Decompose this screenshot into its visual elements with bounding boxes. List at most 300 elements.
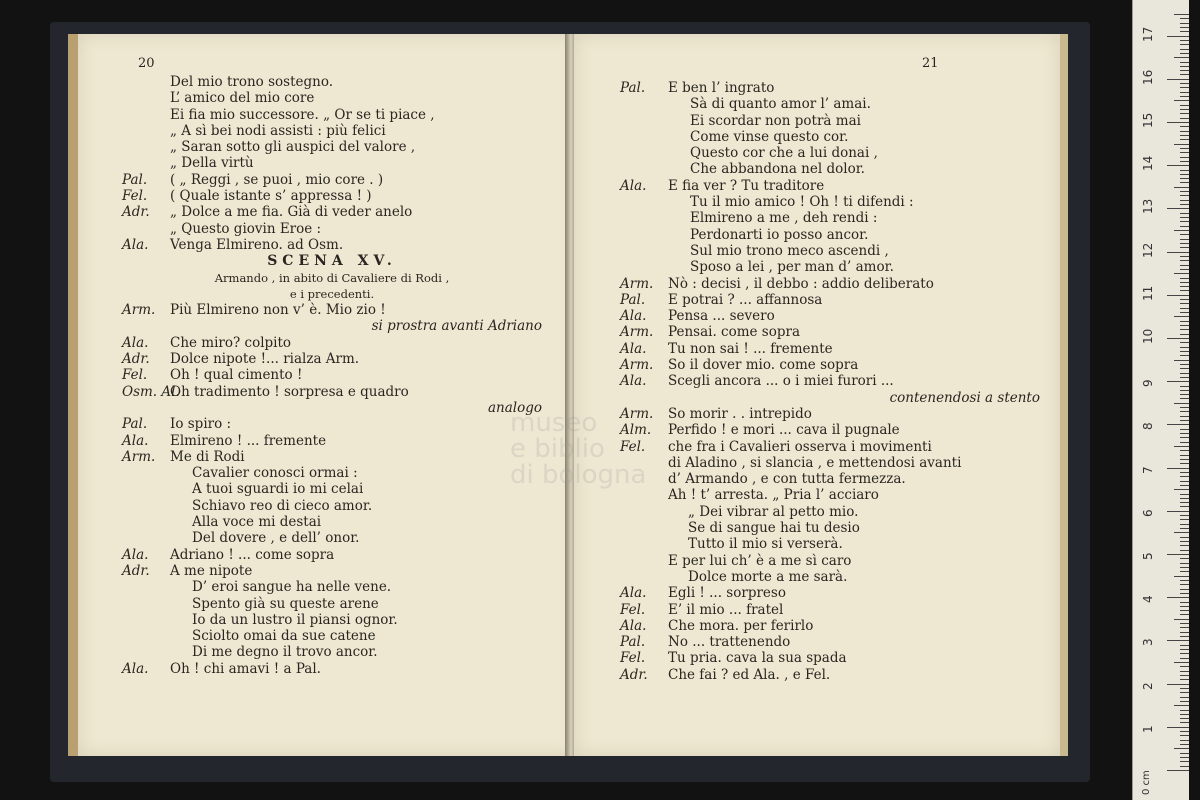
ruler-tick bbox=[1167, 468, 1189, 469]
ruler-tick bbox=[1180, 450, 1189, 451]
line-text: Perdonarti io posso ancor. bbox=[690, 226, 869, 243]
ruler-tick bbox=[1180, 472, 1189, 473]
line-text: Egli ! ... sorpreso bbox=[668, 585, 786, 602]
line-text: Oh tradimento ! sorpresa e quadro bbox=[170, 383, 409, 400]
ruler-tick bbox=[1180, 623, 1189, 624]
text-line bbox=[620, 569, 1040, 585]
ruler-tick bbox=[1180, 433, 1189, 434]
library-watermark bbox=[510, 410, 646, 488]
speaker-name: Ala. bbox=[620, 308, 647, 325]
text-line bbox=[620, 308, 1040, 324]
text-line bbox=[620, 504, 1040, 520]
line-text: Oh ! qual cimento ! bbox=[170, 367, 303, 384]
ruler-tick bbox=[1180, 278, 1189, 279]
ruler-tick bbox=[1180, 152, 1189, 153]
line-text: „ Dei vibrar al petto mio. bbox=[688, 503, 859, 520]
speaker-name: Pal. bbox=[620, 291, 646, 308]
ruler-tick bbox=[1180, 593, 1189, 594]
ruler-tick bbox=[1180, 429, 1189, 430]
line-text: A me nipote bbox=[170, 562, 253, 579]
text-line bbox=[122, 400, 542, 416]
ruler-tick bbox=[1180, 347, 1189, 348]
ruler-tick bbox=[1180, 148, 1189, 149]
text-line bbox=[620, 455, 1040, 471]
ruler-tick bbox=[1180, 485, 1189, 486]
text-line bbox=[122, 449, 542, 465]
line-text: E per lui ch’ è a me sì caro bbox=[668, 552, 852, 569]
speaker-name: Ala. bbox=[122, 546, 149, 563]
text-line bbox=[122, 514, 542, 530]
line-text: Più Elmireno non v’ è. Mio zio ! bbox=[170, 302, 386, 319]
ruler-tick bbox=[1180, 49, 1189, 50]
ruler-tick bbox=[1180, 200, 1189, 201]
ruler-tick bbox=[1180, 373, 1189, 374]
ruler-tick bbox=[1174, 705, 1189, 706]
ruler-tick bbox=[1174, 273, 1189, 274]
speaker-name: Adr. bbox=[122, 562, 150, 579]
text-line bbox=[620, 178, 1040, 194]
speaker-name: Fel. bbox=[122, 367, 148, 384]
line-text: SCENA XV. bbox=[267, 253, 397, 270]
text-line bbox=[122, 155, 542, 171]
ruler-unit: 0 cm bbox=[1141, 770, 1152, 795]
line-text: So morir . . intrepido bbox=[668, 405, 812, 422]
line-text: Che miro? colpito bbox=[170, 334, 292, 351]
ruler-tick bbox=[1167, 770, 1189, 771]
line-text: analogo bbox=[487, 399, 542, 416]
speaker-name: Arm. bbox=[122, 448, 156, 465]
line-text: ( „ Reggi , se puoi , mio core . ) bbox=[170, 171, 384, 188]
ruler-tick bbox=[1180, 40, 1189, 41]
ruler-tick bbox=[1174, 489, 1189, 490]
line-text: Elmireno a me , deh rendi : bbox=[690, 210, 878, 227]
ruler-tick bbox=[1180, 364, 1189, 365]
ruler-tick bbox=[1180, 679, 1189, 680]
ruler-tick bbox=[1180, 722, 1189, 723]
text-line bbox=[122, 644, 542, 660]
ruler-tick bbox=[1174, 360, 1189, 361]
ruler-tick bbox=[1180, 243, 1189, 244]
line-text: d’ Armando , e con tutta fermezza. bbox=[668, 471, 906, 488]
ruler-tick bbox=[1180, 247, 1189, 248]
ruler-number: 16 bbox=[1141, 69, 1155, 85]
ruler-tick bbox=[1167, 381, 1189, 382]
text-line bbox=[122, 302, 542, 318]
line-text: E fia ver ? Tu traditore bbox=[668, 177, 825, 194]
ruler-tick bbox=[1180, 658, 1189, 659]
line-text: Spento già su queste arene bbox=[192, 595, 379, 612]
text-line bbox=[620, 553, 1040, 569]
line-text: Me di Rodi bbox=[170, 448, 245, 465]
text-line bbox=[620, 145, 1040, 161]
ruler-tick bbox=[1180, 53, 1189, 54]
ruler-tick bbox=[1180, 632, 1189, 633]
ruler-tick bbox=[1180, 442, 1189, 443]
text-line bbox=[620, 373, 1040, 389]
text-line bbox=[620, 585, 1040, 601]
line-text: Pensai. come sopra bbox=[668, 324, 801, 341]
ruler-tick bbox=[1180, 96, 1189, 97]
line-text: Io da un lustro il piansi ognor. bbox=[192, 611, 398, 628]
line-text: Tutto il mio si verserà. bbox=[688, 536, 843, 553]
ruler-tick bbox=[1180, 645, 1189, 646]
ruler-tick bbox=[1180, 636, 1189, 637]
text-line bbox=[620, 129, 1040, 145]
ruler-tick bbox=[1180, 135, 1189, 136]
ruler-tick bbox=[1180, 157, 1189, 158]
ruler-tick bbox=[1180, 299, 1189, 300]
ruler-tick bbox=[1180, 308, 1189, 309]
line-text: E potrai ? ... affannosa bbox=[668, 291, 823, 308]
line-text: Scegli ancora ... o i miei furori ... bbox=[668, 373, 894, 390]
ruler-tick bbox=[1180, 602, 1189, 603]
ruler-tick bbox=[1180, 701, 1189, 702]
text-line bbox=[620, 439, 1040, 455]
ruler-tick bbox=[1180, 463, 1189, 464]
ruler-tick bbox=[1180, 239, 1189, 240]
ruler-tick bbox=[1180, 105, 1189, 106]
ruler-number: 11 bbox=[1141, 285, 1155, 301]
ruler-tick bbox=[1174, 100, 1189, 101]
ruler-tick bbox=[1174, 576, 1189, 577]
ruler-tick bbox=[1180, 83, 1189, 84]
line-text: D’ eroi sangue ha nelle vene. bbox=[192, 579, 392, 596]
text-line bbox=[122, 351, 542, 367]
ruler-tick bbox=[1180, 31, 1189, 32]
ruler-number: 3 bbox=[1141, 638, 1155, 647]
ruler-tick bbox=[1180, 606, 1189, 607]
ruler-tick bbox=[1180, 744, 1189, 745]
ruler-tick bbox=[1180, 174, 1189, 175]
left-page bbox=[68, 34, 578, 756]
text-line bbox=[620, 422, 1040, 438]
ruler-tick bbox=[1180, 113, 1189, 114]
ruler-number: 13 bbox=[1141, 199, 1155, 215]
ruler-tick bbox=[1180, 325, 1189, 326]
ruler-tick bbox=[1180, 351, 1189, 352]
ruler-tick bbox=[1180, 567, 1189, 568]
line-text: Come vinse questo cor. bbox=[690, 128, 849, 145]
ruler-number: 7 bbox=[1141, 465, 1155, 474]
ruler-tick bbox=[1180, 710, 1189, 711]
text-line bbox=[122, 416, 542, 432]
ruler-tick bbox=[1174, 446, 1189, 447]
ruler-number: 10 bbox=[1141, 328, 1155, 344]
ruler-tick bbox=[1174, 619, 1189, 620]
ruler-tick bbox=[1167, 554, 1189, 555]
line-text: Perfido ! e mori ... cava il pugnale bbox=[668, 422, 900, 439]
ruler-tick bbox=[1180, 614, 1189, 615]
ruler-tick bbox=[1180, 455, 1189, 456]
line-text: e i precedenti. bbox=[289, 286, 375, 301]
text-line bbox=[122, 90, 542, 106]
speaker-name: Fel. bbox=[620, 650, 646, 667]
ruler-tick bbox=[1180, 286, 1189, 287]
ruler-tick bbox=[1180, 355, 1189, 356]
line-text: Elmireno ! ... fremente bbox=[170, 432, 327, 449]
ruler-tick bbox=[1180, 580, 1189, 581]
text-line bbox=[122, 286, 542, 302]
ruler-tick bbox=[1180, 735, 1189, 736]
ruler-tick bbox=[1174, 230, 1189, 231]
text-line bbox=[620, 536, 1040, 552]
ruler-tick bbox=[1180, 182, 1189, 183]
ruler-tick bbox=[1180, 502, 1189, 503]
ruler-tick bbox=[1180, 537, 1189, 538]
ruler-tick bbox=[1180, 649, 1189, 650]
speaker-name: Ala. bbox=[620, 617, 647, 634]
ruler-tick bbox=[1167, 295, 1189, 296]
ruler-tick bbox=[1180, 131, 1189, 132]
ruler-tick bbox=[1180, 411, 1189, 412]
text-line bbox=[122, 530, 542, 546]
ruler-tick bbox=[1180, 66, 1189, 67]
ruler-tick bbox=[1174, 662, 1189, 663]
ruler-tick bbox=[1180, 697, 1189, 698]
ruler-tick bbox=[1180, 498, 1189, 499]
text-line bbox=[620, 650, 1040, 666]
right-page bbox=[574, 34, 1068, 756]
text-line bbox=[122, 465, 542, 481]
line-text: Sposo a lei , per man d’ amor. bbox=[690, 259, 894, 276]
speaker-name: Pal. bbox=[122, 171, 148, 188]
text-line bbox=[122, 579, 542, 595]
speaker-name: Ala. bbox=[122, 432, 149, 449]
speaker-name: Ala. bbox=[620, 177, 647, 194]
ruler-tick bbox=[1180, 519, 1189, 520]
text-line bbox=[620, 667, 1040, 683]
line-text: Ah ! t’ arresta. „ Pria l’ acciaro bbox=[668, 487, 879, 504]
ruler-tick bbox=[1180, 731, 1189, 732]
text-line bbox=[620, 602, 1040, 618]
page-number: 20 bbox=[138, 56, 155, 71]
ruler-tick bbox=[1180, 671, 1189, 672]
text-line bbox=[122, 481, 542, 497]
line-text: Ei fia mio successore. „ Or se ti piace , bbox=[170, 106, 435, 123]
text-line bbox=[620, 406, 1040, 422]
ruler-tick bbox=[1180, 761, 1189, 762]
line-text: che fra i Cavalieri osserva i movimenti bbox=[668, 438, 932, 455]
text-line bbox=[620, 113, 1040, 129]
ruler-tick bbox=[1174, 144, 1189, 145]
ruler-tick bbox=[1180, 386, 1189, 387]
text-line bbox=[122, 270, 542, 286]
ruler-tick bbox=[1167, 165, 1189, 166]
text-line bbox=[122, 612, 542, 628]
speaker-name: Adr. bbox=[620, 666, 648, 683]
ruler-tick bbox=[1180, 718, 1189, 719]
line-text: Alla voce mi destai bbox=[192, 514, 322, 531]
ruler-tick bbox=[1180, 329, 1189, 330]
text-line bbox=[620, 390, 1040, 406]
line-text: „ A sì bei nodi assisti : più felici bbox=[170, 122, 386, 139]
ruler-tick bbox=[1180, 515, 1189, 516]
text-line bbox=[620, 227, 1040, 243]
line-text: Dolce morte a me sarà. bbox=[688, 568, 848, 585]
ruler-tick bbox=[1180, 265, 1189, 266]
ruler-tick bbox=[1167, 684, 1189, 685]
ruler-tick bbox=[1180, 550, 1189, 551]
text-line bbox=[620, 292, 1040, 308]
ruler-tick bbox=[1180, 213, 1189, 214]
speaker-name: Osm. Al. bbox=[122, 383, 180, 400]
text-line bbox=[122, 74, 542, 90]
text-line bbox=[620, 243, 1040, 259]
ruler-tick bbox=[1180, 420, 1189, 421]
speaker-name: Adr. bbox=[122, 351, 150, 368]
ruler-tick bbox=[1180, 27, 1189, 28]
text-line bbox=[122, 188, 542, 204]
text-line bbox=[620, 324, 1040, 340]
ruler-number: 9 bbox=[1141, 379, 1155, 388]
line-text: „ Della virtù bbox=[170, 155, 254, 172]
speaker-name: Pal. bbox=[620, 80, 646, 96]
ruler-tick bbox=[1180, 558, 1189, 559]
line-text: Oh ! chi amavi ! a Pal. bbox=[170, 660, 321, 677]
line-text: Armando , in abito di Cavaliere di Rodi , bbox=[214, 270, 450, 285]
text-line bbox=[620, 210, 1040, 226]
speaker-name: Arm. bbox=[620, 275, 654, 292]
ruler-tick bbox=[1180, 204, 1189, 205]
speaker-name: Ala. bbox=[620, 585, 647, 602]
ruler-tick bbox=[1180, 541, 1189, 542]
ruler-tick bbox=[1167, 511, 1189, 512]
speaker-name: Ala. bbox=[620, 373, 647, 390]
line-text: L’ amico del mio core bbox=[170, 90, 315, 107]
text-line bbox=[620, 96, 1040, 112]
speaker-name: Ala. bbox=[122, 660, 149, 677]
text-line bbox=[620, 487, 1040, 503]
ruler-tick bbox=[1180, 368, 1189, 369]
ruler-tick bbox=[1180, 627, 1189, 628]
line-text: Cavalier conosci ormai : bbox=[192, 465, 358, 482]
ruler-tick bbox=[1180, 62, 1189, 63]
ruler-tick bbox=[1180, 109, 1189, 110]
ruler-number: 15 bbox=[1141, 112, 1155, 128]
speaker-name: Pal. bbox=[122, 416, 148, 433]
line-text: „ Saran sotto gli auspici del valore , bbox=[170, 139, 416, 156]
ruler-tick bbox=[1180, 675, 1189, 676]
line-text: Del mio trono sostegno. bbox=[170, 74, 333, 90]
watermark-line: museo bbox=[510, 408, 598, 438]
line-text: di Aladino , si slancia , e mettendosi avanti bbox=[668, 454, 962, 471]
ruler-tick bbox=[1174, 57, 1189, 58]
page-text bbox=[620, 80, 1040, 683]
ruler-tick bbox=[1180, 126, 1189, 127]
text-line bbox=[620, 276, 1040, 292]
ruler-tick bbox=[1167, 122, 1189, 123]
line-text: Tu il mio amico ! Oh ! ti difendi : bbox=[690, 194, 914, 211]
ruler-number: 17 bbox=[1141, 26, 1155, 42]
watermark-line: e biblio bbox=[510, 434, 605, 464]
ruler-number: 5 bbox=[1141, 552, 1155, 560]
text-line bbox=[620, 259, 1040, 275]
text-line bbox=[122, 123, 542, 139]
ruler-tick bbox=[1180, 416, 1189, 417]
line-text: Pensa ... severo bbox=[668, 308, 775, 325]
line-text: A tuoi sguardi io mi celai bbox=[192, 481, 364, 498]
text-line bbox=[122, 253, 542, 269]
ruler-tick bbox=[1180, 571, 1189, 572]
text-line bbox=[620, 161, 1040, 177]
ruler-tick bbox=[1180, 226, 1189, 227]
text-line bbox=[620, 194, 1040, 210]
ruler-tick bbox=[1180, 334, 1189, 335]
ruler-tick bbox=[1180, 342, 1189, 343]
line-text: „ Questo giovin Eroe : bbox=[170, 220, 322, 237]
ruler-tick bbox=[1180, 610, 1189, 611]
ruler-tick bbox=[1180, 692, 1189, 693]
text-line bbox=[620, 520, 1040, 536]
line-text: Che mora. per ferirlo bbox=[668, 617, 814, 634]
text-line bbox=[122, 384, 542, 400]
speaker-name: Arm. bbox=[620, 405, 654, 422]
ruler-tick bbox=[1180, 269, 1189, 270]
page-number: 21 bbox=[922, 56, 939, 71]
ruler-tick bbox=[1180, 282, 1189, 283]
ruler-number: 12 bbox=[1141, 242, 1155, 258]
ruler-tick bbox=[1167, 79, 1189, 80]
line-text: No ... trattenendo bbox=[668, 634, 791, 651]
ruler-tick bbox=[1167, 36, 1189, 37]
text-line bbox=[122, 139, 542, 155]
page-text bbox=[122, 74, 542, 677]
line-text: Io spiro : bbox=[170, 416, 232, 433]
line-text: si prostra avanti Adriano bbox=[371, 318, 542, 335]
ruler-tick bbox=[1180, 666, 1189, 667]
line-text: Venga Elmireno. ad Osm. bbox=[170, 236, 344, 253]
ruler-tick bbox=[1180, 481, 1189, 482]
text-line bbox=[122, 172, 542, 188]
ruler-tick bbox=[1180, 139, 1189, 140]
ruler-tick bbox=[1180, 234, 1189, 235]
ruler-tick bbox=[1180, 476, 1189, 477]
ruler-tick bbox=[1180, 757, 1189, 758]
line-text: ( Quale istante s’ appressa ! ) bbox=[170, 188, 372, 205]
text-line bbox=[122, 335, 542, 351]
ruler-number: 8 bbox=[1141, 422, 1155, 431]
line-text: Sciolto omai da sue catene bbox=[192, 628, 376, 645]
text-line bbox=[122, 661, 542, 677]
ruler-tick bbox=[1167, 640, 1189, 641]
text-line bbox=[620, 80, 1040, 96]
ruler-tick bbox=[1167, 727, 1189, 728]
speaker-name: Fel. bbox=[620, 601, 646, 618]
speaker-name: Arm. bbox=[122, 302, 156, 319]
ruler-tick bbox=[1180, 589, 1189, 590]
line-text: Questo cor che a lui donai , bbox=[690, 145, 878, 162]
ruler-tick bbox=[1180, 437, 1189, 438]
text-line bbox=[122, 107, 542, 123]
ruler-number: 14 bbox=[1141, 155, 1155, 172]
ruler-tick bbox=[1180, 191, 1189, 192]
text-line bbox=[122, 237, 542, 253]
line-text: Adriano ! ... come sopra bbox=[170, 546, 335, 563]
speaker-name: Fel. bbox=[620, 438, 646, 455]
text-line bbox=[122, 547, 542, 563]
line-text: Tu pria. cava la sua spada bbox=[668, 650, 847, 667]
ruler-tick bbox=[1180, 195, 1189, 196]
line-text: Che abbandona nel dolor. bbox=[690, 161, 865, 178]
ruler-tick bbox=[1180, 766, 1189, 767]
ruler-tick bbox=[1180, 740, 1189, 741]
ruler-tick bbox=[1180, 563, 1189, 564]
ruler-tick bbox=[1180, 524, 1189, 525]
speaker-name: Fel. bbox=[122, 188, 148, 205]
ruler-tick bbox=[1180, 494, 1189, 495]
ruler-tick bbox=[1180, 377, 1189, 378]
speaker-name: Alm. bbox=[620, 422, 652, 439]
